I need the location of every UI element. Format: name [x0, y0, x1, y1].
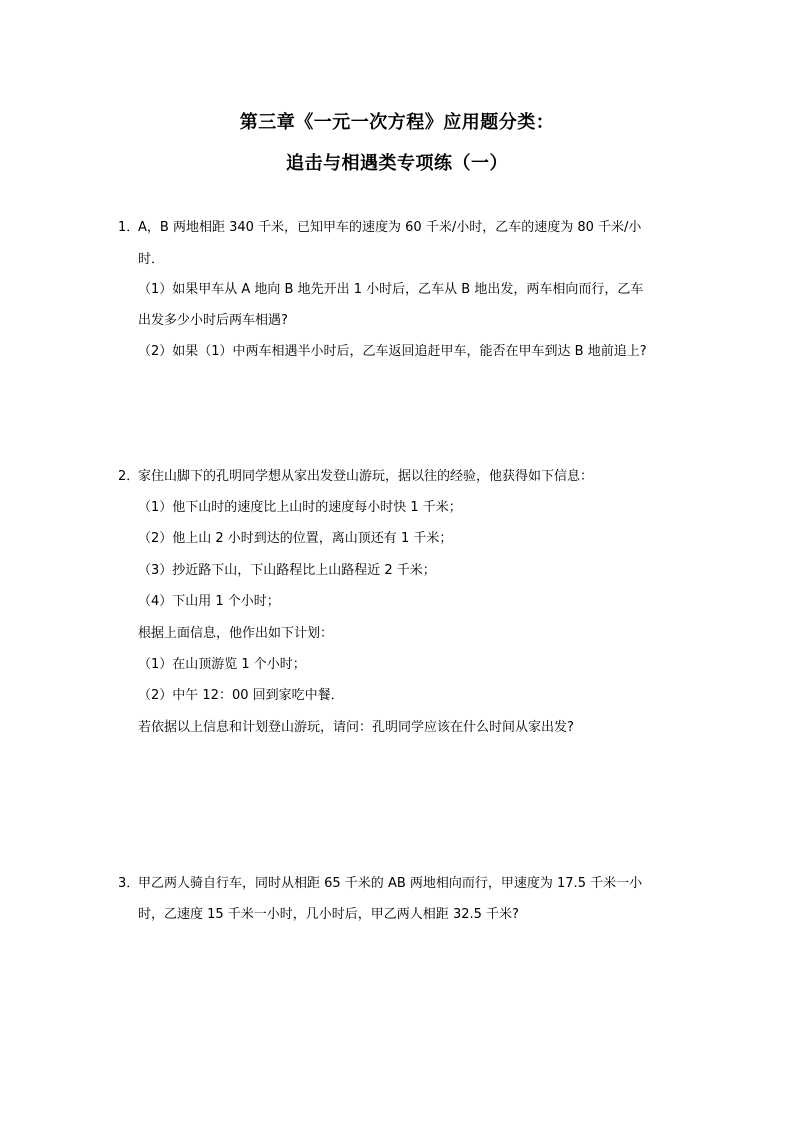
question-2-info-2: （2）他上山 2 小时到达的位置，离山顶还有 1 千米； — [138, 531, 453, 546]
question-2-question: 若依据以上信息和计划登山游玩，请问：孔明同学应该在什么时间从家出发? — [138, 720, 574, 735]
question-1-line-2: 时． — [138, 252, 165, 267]
question-2-info-3: （3）抄近路下山，下山路程比上山路程近 2 千米； — [138, 563, 436, 578]
question-1-number: 1． — [118, 220, 140, 235]
question-1-part-1-line-1: （1）如果甲车从 A 地向 B 地先开出 1 小时后，乙车从 B 地出发，两车相向而行，乙车 — [138, 282, 644, 297]
question-3-line-2: 时，乙速度 15 千米一小时，几小时后，甲乙两人相距 32.5 千米? — [138, 907, 519, 922]
question-2-number: 2． — [118, 469, 140, 484]
question-2-info-4: （4）下山用 1 个小时； — [138, 594, 280, 609]
question-3-number: 3． — [118, 876, 140, 891]
question-2-text: 家住山脚下的孔明同学想从家出发登山游玩，据以往的经验，他获得如下信息： — [138, 469, 594, 484]
question-3-line-1 — [118, 874, 642, 894]
question-1-line-1 — [118, 218, 641, 238]
question-3-text: 甲乙两人骑自行车，同时从相距 65 千米的 AB 两地相向而行，甲速度为 17.5 千米一小 — [138, 876, 643, 891]
question-1-part-1-line-2: 出发多少小时后两车相遇? — [138, 313, 288, 328]
question-1-text: A，B 两地相距 340 千米，已知甲车的速度为 60 千米/小时，乙车的速度为 80 千米/小 — [138, 220, 642, 235]
question-2-info-1: （1）他下山时的速度比上山时的速度每小时快 1 千米； — [138, 500, 462, 515]
question-1-part-2: （2）如果（1）中两车相遇半小时后，乙车返回追赶甲车，能否在甲车到达 B 地前追上? — [138, 344, 647, 359]
title-line-2: 追击与相遇类专项练（一） — [286, 153, 508, 174]
question-2-plan-intro: 根据上面信息，他作出如下计划： — [138, 626, 334, 641]
question-2-plan-1: （1）在山顶游览 1 个小时； — [138, 657, 306, 672]
title-line-1: 第三章《一元一次方程》应用题分类： — [239, 112, 555, 133]
question-2-plan-2: （2）中午 12：00 回到家吃中餐． — [138, 688, 344, 703]
question-2-line-1 — [118, 467, 593, 487]
